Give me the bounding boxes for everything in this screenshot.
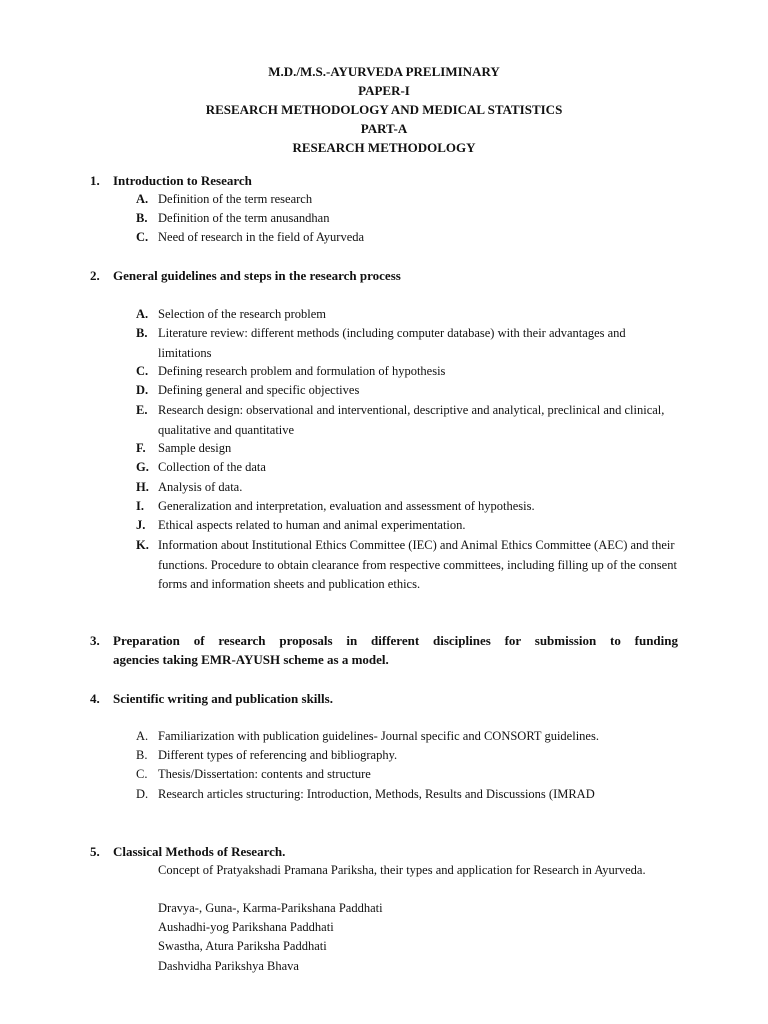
section-number: 3. bbox=[90, 633, 100, 648]
item-letter: C. bbox=[136, 230, 149, 244]
list-item: Generalization and interpretation, evaluation and assessment of hypothesis. bbox=[158, 499, 535, 513]
item-letter: C. bbox=[136, 767, 148, 781]
section-number: 5. bbox=[90, 844, 100, 859]
item-letter: B. bbox=[136, 748, 148, 762]
part-title: PART-A bbox=[360, 121, 408, 136]
list-item: Defining research problem and formulation of hypothesis bbox=[158, 364, 446, 378]
list-item: Analysis of data. bbox=[158, 480, 243, 494]
list-item: Definition of the term research bbox=[158, 192, 313, 206]
list-item: Literature review: different methods (including computer database) with their advantages and limitations bbox=[158, 326, 626, 360]
list-item: Swastha, Atura Pariksha Paddhati bbox=[158, 939, 327, 953]
section-number: 4. bbox=[90, 691, 100, 706]
item-letter: B. bbox=[136, 326, 148, 340]
list-item: Concept of Pratyakshadi Pramana Pariksha, their types and application for Research in Ayurveda. bbox=[158, 863, 646, 877]
item-letter: C. bbox=[136, 364, 149, 378]
section-title-continued: agencies taking EMR-AYUSH scheme as a model. bbox=[113, 652, 389, 667]
list-item: Information about Institutional Ethics Committee (IEC) and Animal Ethics Committee (AEC) and their functions. Procedure to obtain clearance from respective committees, including filling up of the consent forms and information sheets and publication ethics. bbox=[158, 538, 677, 591]
section-title: Preparation of research proposals in different disciplines for submission to funding bbox=[113, 633, 678, 648]
course-title: M.D./M.S.-AYURVEDA PRELIMINARY bbox=[268, 64, 500, 79]
item-letter: A. bbox=[136, 729, 149, 743]
list-item: Thesis/Dissertation: contents and structure bbox=[158, 767, 371, 781]
list-item: Dashvidha Parikshya Bhava bbox=[158, 959, 299, 973]
section-title: Scientific writing and publication skills. bbox=[113, 691, 333, 706]
item-letter: K. bbox=[136, 538, 149, 552]
item-letter: A. bbox=[136, 192, 149, 206]
item-letter: F. bbox=[136, 441, 146, 455]
item-letter: B. bbox=[136, 211, 148, 225]
list-item: Familiarization with publication guidelines- Journal specific and CONSORT guidelines. bbox=[158, 729, 599, 743]
section-number: 1. bbox=[90, 173, 100, 188]
item-letter: G. bbox=[136, 460, 149, 474]
section-number: 2. bbox=[90, 268, 100, 283]
item-letter: H. bbox=[136, 480, 149, 494]
item-letter: J. bbox=[136, 518, 146, 532]
list-item: Different types of referencing and bibliography. bbox=[158, 748, 398, 762]
list-item: Research articles structuring: Introduction, Methods, Results and Discussions (IMRAD bbox=[158, 787, 595, 801]
list-item: Selection of the research problem bbox=[158, 307, 326, 321]
list-item: Dravya-, Guna-, Karma-Parikshana Paddhati bbox=[158, 901, 383, 915]
list-item: Collection of the data bbox=[158, 460, 266, 474]
list-item: Aushadhi-yog Parikshana Paddhati bbox=[158, 920, 334, 934]
list-item: Research design: observational and interventional, descriptive and analytical, preclinical and clinical, qualitative and quantitative bbox=[158, 403, 665, 437]
subject-title: RESEARCH METHODOLOGY AND MEDICAL STATISTICS bbox=[205, 102, 563, 117]
item-letter: E. bbox=[136, 403, 148, 417]
list-item: Need of research in the field of Ayurveda bbox=[158, 230, 365, 244]
section-title: Classical Methods of Research. bbox=[113, 844, 286, 859]
item-letter: A. bbox=[136, 307, 149, 321]
section-title: Introduction to Research bbox=[113, 173, 252, 188]
section-title: General guidelines and steps in the research process bbox=[113, 268, 401, 283]
paper-title: PAPER-I bbox=[358, 83, 410, 98]
list-item: Defining general and specific objectives bbox=[158, 383, 360, 397]
item-letter: D. bbox=[136, 787, 149, 801]
section-heading: RESEARCH METHODOLOGY bbox=[292, 140, 476, 155]
list-item: Ethical aspects related to human and animal experimentation. bbox=[158, 518, 466, 532]
list-item: Sample design bbox=[158, 441, 232, 455]
item-letter: D. bbox=[136, 383, 149, 397]
list-item: Definition of the term anusandhan bbox=[158, 211, 330, 225]
item-letter: I. bbox=[136, 499, 144, 513]
